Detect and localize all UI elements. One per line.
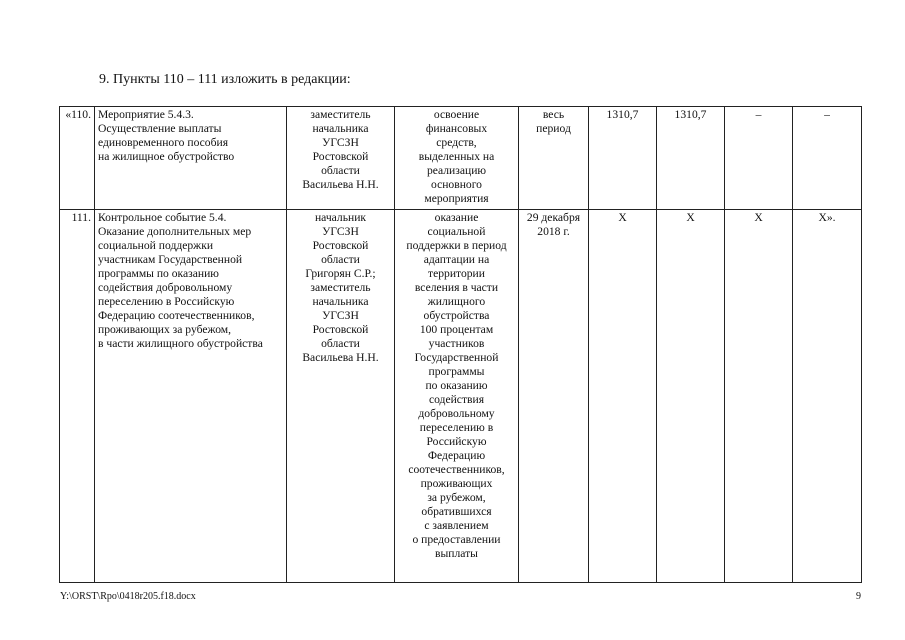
- file-path-footer: Y:\ORST\Rpo\0418r205.f18.docx: [60, 591, 196, 602]
- term-cell: 29 декабря 2018 г.: [519, 210, 589, 583]
- measure-name-cell: Мероприятие 5.4.3. Осуществление выплаты единовременного пособия на жилищное обустройство: [95, 107, 287, 210]
- expected-result-cell: оказание социальной поддержки в период адаптации на территории вселения в части жилищного обустройства 100 процентам участников Государственной программы по оказанию содействия добровольному переселению в Российскую Федерацию соотечественников, проживающих за рубежом, обратившихся с заявлением о предоставлении выплаты: [395, 210, 519, 583]
- responsible-cell: начальник УГСЗН Ростовской области Григорян С.Р.; заместитель начальника УГСЗН Ростовской области Васильева Н.Н.: [287, 210, 395, 583]
- value-cell-4: X».: [793, 210, 862, 583]
- section-heading: 9. Пункты 110 – 111 изложить в редакции:: [99, 72, 351, 87]
- value-cell-2: 1310,7: [657, 107, 725, 210]
- row-number-cell: «110.: [60, 107, 95, 210]
- expected-result-cell: освоение финансовых средств, выделенных на реализацию основного мероприятия: [395, 107, 519, 210]
- value-cell-2: X: [657, 210, 725, 583]
- value-cell-4: –: [793, 107, 862, 210]
- value-cell-1: 1310,7: [589, 107, 657, 210]
- row-number-cell: 111.: [60, 210, 95, 583]
- page-number: 9: [856, 591, 861, 602]
- term-cell: весь период: [519, 107, 589, 210]
- measure-name-cell: Контрольное событие 5.4. Оказание дополнительных мер социальной поддержки участникам Государственной программы по оказанию содействия добровольному переселению в Российскую Федерацию соотечественников, проживающих за рубежом, в части жилищного обустройства: [95, 210, 287, 583]
- value-cell-3: –: [725, 107, 793, 210]
- value-cell-3: X: [725, 210, 793, 583]
- responsible-cell: заместитель начальника УГСЗН Ростовской области Васильева Н.Н.: [287, 107, 395, 210]
- value-cell-1: X: [589, 210, 657, 583]
- measures-table: [59, 106, 862, 583]
- table-row-111: [60, 210, 862, 583]
- table-row-110: [60, 107, 862, 210]
